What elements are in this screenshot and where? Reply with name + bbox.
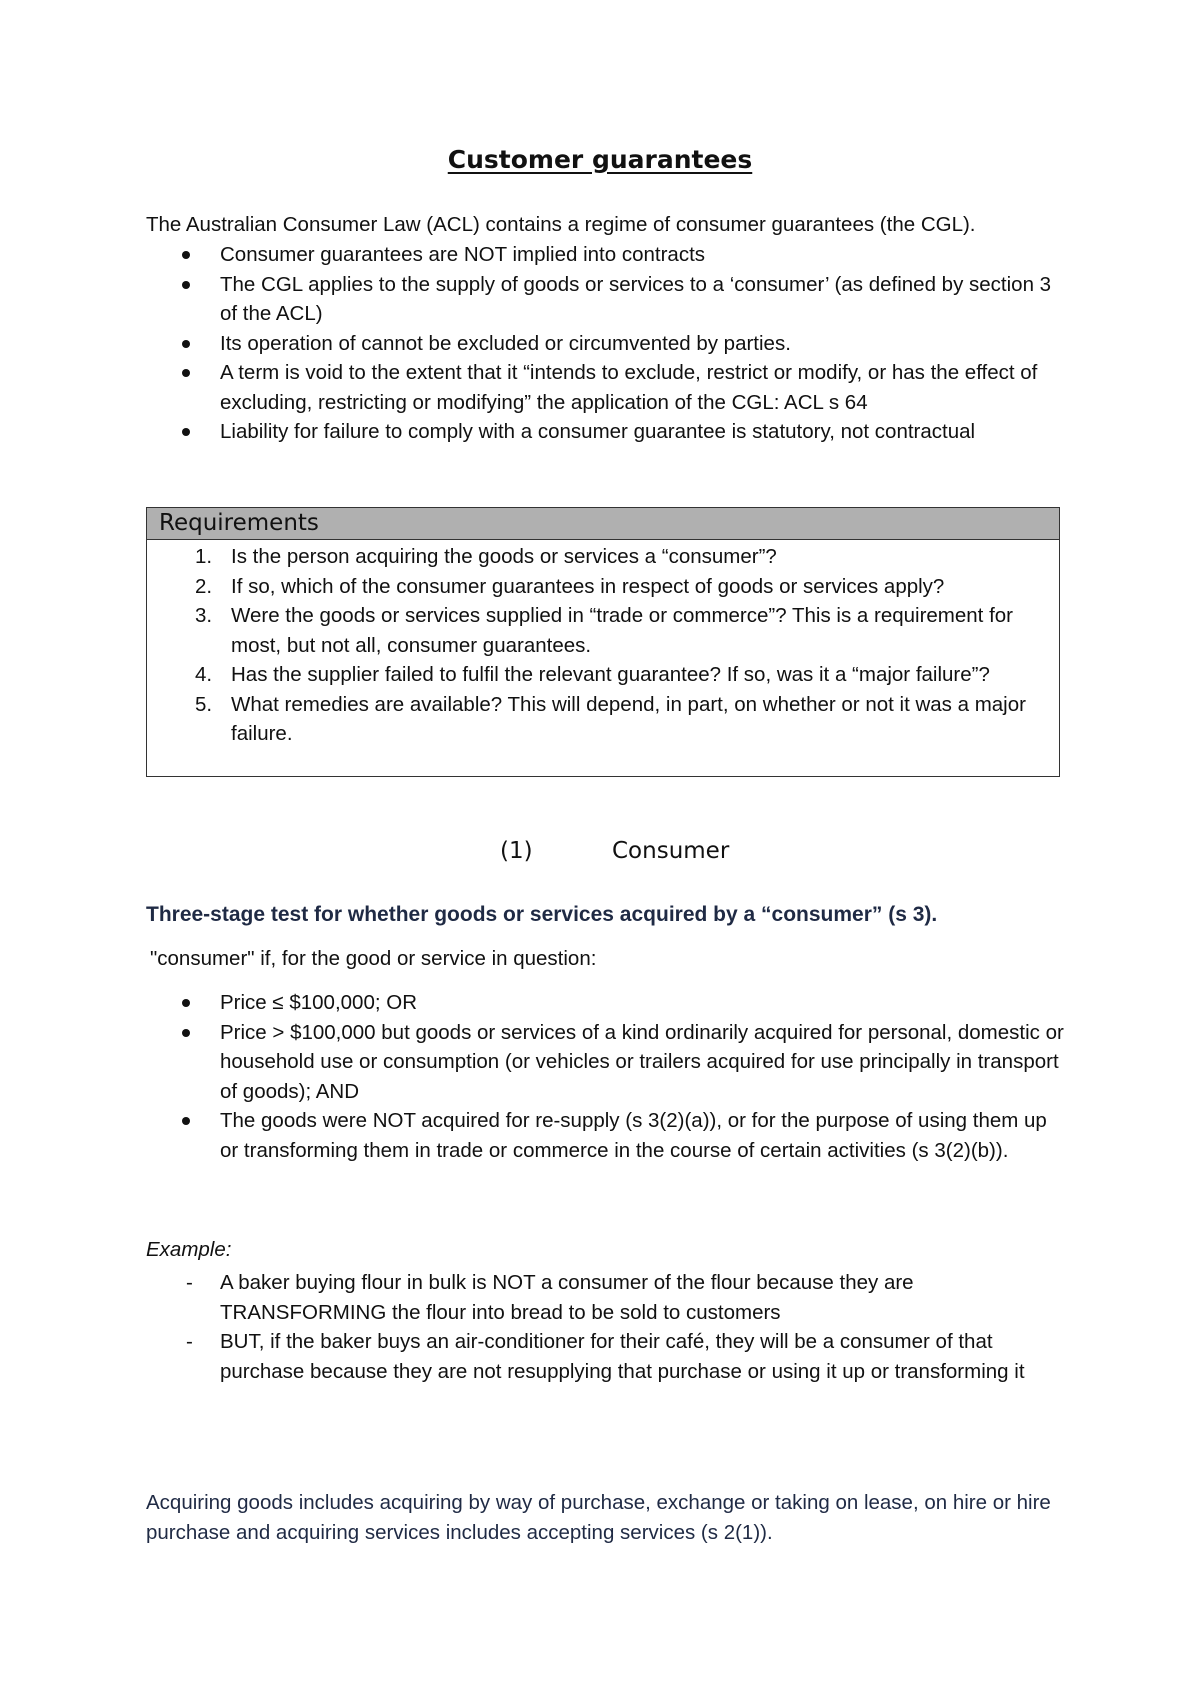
list-item: The goods were NOT acquired for re-supply (s 3(2)(a)), or for the purpose of using them up or transforming them in trade or commerce in the course of certain activities (s 3(2)(b)). [146,1106,1066,1165]
list-number: 4. [195,663,213,686]
list-item: Consumer guarantees are NOT implied into contracts [146,240,1066,270]
definition-line: "consumer" if, for the good or service in question: [150,947,597,970]
list-item: Its operation of cannot be excluded or circumvented by parties. [146,329,1066,359]
list-item: - A baker buying flour in bulk is NOT a consumer of the flour because they are TRANSFORMING the flour into bread to be sold to customers [146,1268,1066,1327]
dash-icon: - [186,1330,193,1353]
requirements-header: Requirements [147,508,1059,540]
section-title: Consumer [612,838,730,864]
bullet-icon [182,340,190,348]
list-item: 4. Has the supplier failed to fulfil the relevant guarantee? If so, was it a “major failure”? [147,660,1057,690]
section-number: (1) [500,838,533,864]
list-item: - BUT, if the baker buys an air-conditioner for their café, they will be a consumer of that purchase because they are not resupplying that purchase or using it up or transforming it [146,1327,1066,1386]
closing-paragraph: Acquiring goods includes acquiring by way of purchase, exchange or taking on lease, on hire or hire purchase and acquiring services includes accepting services (s 2(1)). [146,1491,1051,1544]
list-item: The CGL applies to the supply of goods or services to a ‘consumer’ (as defined by section 3 of the ACL) [146,270,1066,329]
intro-paragraph: The Australian Consumer Law (ACL) contains a regime of consumer guarantees (the CGL). [146,213,976,236]
list-item: 1. Is the person acquiring the goods or services a “consumer”? [147,542,1057,572]
bullet-icon [182,999,190,1007]
dash-icon: - [186,1271,193,1294]
intro-bullet-list [146,240,1066,447]
bullet-icon [182,1117,190,1125]
example-list [146,1268,1066,1386]
bullet-icon [182,1029,190,1037]
list-item: Price ≤ $100,000; OR [146,988,1066,1018]
requirements-box [146,507,1060,777]
list-item: 3. Were the goods or services supplied in “trade or commerce”? This is a requirement for most, but not all, consumer guarantees. [147,601,1057,660]
list-item: Liability for failure to comply with a consumer guarantee is statutory, not contractual [146,417,1066,447]
bullet-icon [182,251,190,259]
list-number: 3. [195,604,213,627]
list-item: A term is void to the extent that it “intends to exclude, restrict or modify, or has the effect of excluding, restricting or modifying” the application of the CGL: ACL s 64 [146,358,1066,417]
list-number: 5. [195,692,213,716]
example-label: Example: [146,1238,232,1261]
bullet-icon [182,281,190,289]
list-item: 2. If so, which of the consumer guarantees in respect of goods or services apply? [147,572,1057,602]
test-bullet-list [146,988,1066,1165]
list-item: 5. What remedies are available? This will depend, in part, on whether or not it was a major failure. [147,690,1057,749]
page-title: Customer guarantees [447,145,753,174]
requirements-list [147,542,1057,749]
bullet-icon [182,428,190,436]
subheading: Three-stage test for whether goods or services acquired by a “consumer” (s 3). [146,903,938,926]
list-number: 2. [195,574,213,598]
bullet-icon [182,369,190,377]
list-number: 1. [195,545,213,568]
list-item: Price > $100,000 but goods or services of a kind ordinarily acquired for personal, domestic or household use or consumption (or vehicles or trailers acquired for use principally in transport of goods); AND [146,1018,1066,1107]
